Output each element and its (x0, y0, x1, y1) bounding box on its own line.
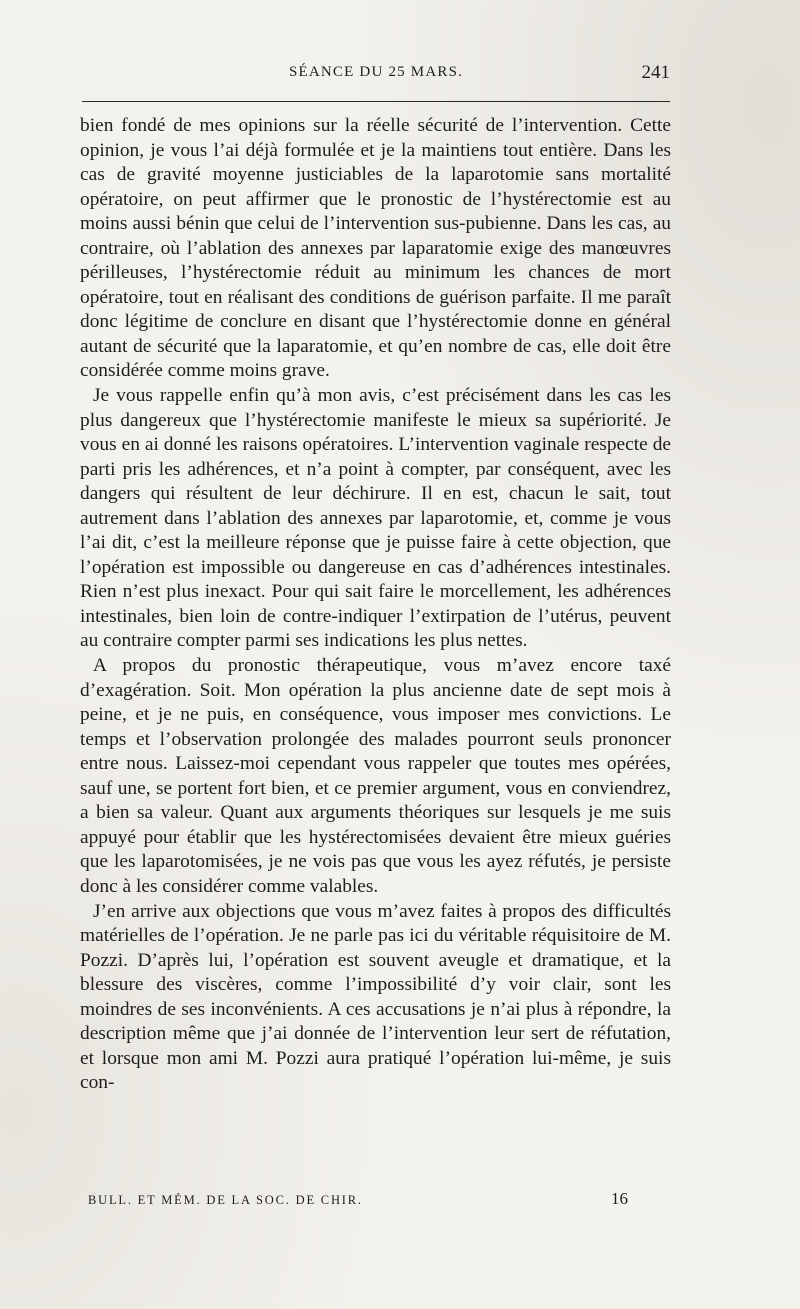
paragraph: A propos du pronostic thérapeutique, vous m’avez encore taxé d’exagération. Soit. Mon opération la plus ancienne date de sept mois à peine, et je ne puis, en conséquence, vous imposer mes convictions. Le temps et l’observation prolongée des malades pourront seuls prononcer entre nous. Laissez-moi cependant vous rappeler que toutes mes opérées, sauf une, se portent fort bien, et ce premier argument, vous en conviendrez, a bien sa valeur. Quant aux arguments théoriques sur lesquels je me suis appuyé pour établir que les hystérectomisées devaient être mieux guéries que les laparotomisées, je ne vois pas que vous les ayez réfutés, je persiste donc à les considérer comme valables. (80, 655, 671, 897)
header-rule (82, 101, 670, 102)
page-number: 241 (641, 62, 670, 83)
body-text (80, 114, 671, 1096)
signature-number: 16 (611, 1189, 628, 1208)
paragraph: Je vous rappelle enfin qu’à mon avis, c’est précisément dans les cas les plus dangereux que l’hystérectomie manifeste le mieux sa supériorité. Je vous en ai donné les raisons opératoires. L’intervention vaginale respecte de parti pris les adhérences, et n’a point à compter, par conséquent, avec les dangers qui résultent de leur déchirure. Il en est, chacun le sait, tout autrement dans l’ablation des annexes par laparotomie, et, comme je vous l’ai dit, c’est la meilleure réponse que je puisse faire à cette objection, que l’opération est impossible ou dangereuse en cas d’adhérences intestinales. Rien n’est plus inexact. Pour qui sait faire le morcellement, les adhérences intestinales, bien loin de contre-indiquer l’extirpation de l’utérus, peuvent au contraire compter parmi ses indications les plus nettes. (80, 385, 671, 652)
signature-line (82, 1189, 670, 1211)
paragraph-continued: bien fondé de mes opinions sur la réelle sécurité de l’intervention. Cette opinion, je vous l’ai déjà formulée et je la maintiens tout entière. Dans les cas de gravité moyenne justiciables de la laparotomie sans mortalité opératoire, on peut affirmer que le pronostic de l’hystérectomie est au moins aussi bénin que celui de l’intervention sus-pubienne. Dans les cas, au contraire, où l’ablation des annexes par laparatomie exige des manœuvres périlleuses, l’hystérectomie réduit au minimum les chances de mort opératoire, tout en réalisant des conditions de guérison parfaite. Il me paraît donc légitime de conclure en disant que l’hystérectomie donne en général autant de sécurité que la laparatomie, et qu’en nombre de cas, elle doit être considérée comme moins grave. (80, 115, 671, 382)
paragraph: J’en arrive aux objections que vous m’avez faites à propos des difficultés matérielles de l’opération. Je ne parle pas ici du véritable réquisitoire de M. Pozzi. D’après lui, l’opération est souvent aveugle et dramatique, et la blessure des viscères, comme l’impossibilité d’y voir clair, sont les moindres de ses inconvénients. A ces accusations je n’ai plus à répondre, la description même que j’ai donnée de l’intervention leur sert de réfutation, et lorsque mon ami M. Pozzi aura pratiqué l’opération lui-même, je suis con- (80, 900, 671, 1094)
running-title: SÉANCE DU 25 MARS. (288, 64, 464, 80)
signature-text: BULL. ET MÉM. DE LA SOC. DE CHIR. (88, 1193, 363, 1207)
running-head (82, 62, 670, 88)
